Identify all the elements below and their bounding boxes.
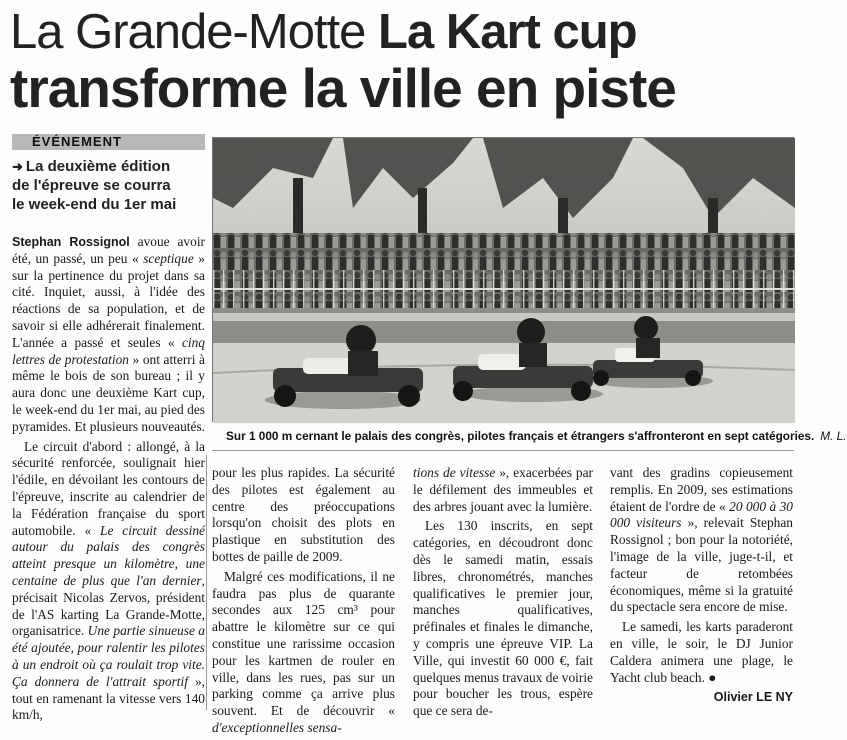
col1-paragraph-2 [12, 439, 205, 725]
text-run: pour les plus rapides. La sécurité des pilotes est également au centre des préoccupations lorsqu'on choisit des plots en plastique en substitution des bottes de paille de 2009. [212, 465, 395, 564]
col4-paragraph-1 [610, 465, 793, 616]
col3-paragraph-2 [413, 518, 593, 720]
text-run: vant des gradins copieusement remplis. En 2009, ses estimations étaient de l'ordre de « [610, 465, 793, 514]
column-divider [206, 455, 207, 710]
article-column-3 [413, 465, 593, 723]
article-column-1 [12, 234, 205, 727]
author-byline: Stephan Rossignol [12, 235, 130, 249]
col2-paragraph-1 [212, 465, 395, 566]
col2-paragraph-2 [212, 569, 395, 737]
text-run: , précisait Nicolas Zervos, président de l'AS karting La Grande-Motte, organisatrice. [12, 572, 205, 639]
text-run: », relevait Stephan Rossignol ; bon pour la notoriété, l'image de la ville, juge-t-il, et facteur de retombées économiques, même si la gratuité du spectacle sera encore de mise. [610, 515, 793, 615]
text-run: Le circuit dessiné autour du palais des congrès atteint presque un kilomètre, une centaine de plus que l'an dernier [12, 522, 206, 588]
lead-line-1 [12, 157, 205, 176]
article-column-2 [212, 465, 395, 740]
text-run: tions de vitesse [413, 465, 496, 480]
text-run: Les 130 inscrits, en sept catégories, en découdront donc dès le samedi matin, essais libres, chronométrés, manches qualificatives le premier jour, manches qualificatives, préfinales et finales le dimanche, y compris une épreuve VIP. La Ville, qui investit 60 000 €, fait quelques menus travaux de voirie pour boucher les trous, espère que ce sera de- [413, 518, 593, 719]
headline-line-1 [10, 6, 795, 58]
text-run: Le samedi, les karts paraderont en ville, le soir, le DJ Junior Caldera animera une plage, le Yacht club beach. ● [610, 619, 793, 685]
text-run: », exacerbées par le défilement des immeubles et des arbres jouant avec la lumière. [413, 465, 593, 514]
arrow-icon: ➜ [12, 159, 23, 174]
photo-credit: M. L. [820, 429, 847, 443]
text-run: sceptique [143, 250, 194, 266]
headline-title-part-2: transforme la ville en piste [10, 57, 676, 119]
text-run: cinq lettres de protestation [12, 334, 205, 367]
lead-line-2: de l'épreuve se courra [12, 177, 171, 194]
headline-kicker: La Grande-Motte [10, 5, 366, 59]
col4-paragraph-2 [610, 619, 793, 686]
text-run: Une partie sinueuse a été ajoutée, pour ralentir les pilotes à un endroit où ça roulait trop vite. Ça donnera de l'attrait sportif [12, 623, 205, 689]
lead-paragraph [12, 157, 205, 214]
col1-paragraph-1 [12, 234, 205, 436]
caption-text: Sur 1 000 m cernant le palais des congrès, pilotes français et étrangers s'affronteront en sept catégories. [226, 429, 815, 443]
article-photo [212, 137, 794, 422]
text-run: » ont atterri à même le bois de son bureau ; il y aura donc une deuxième Kart cup, le week-end du 1er mai, au pied des pyramides. Et plusieurs nouveautés. [12, 351, 206, 434]
text-run: Le circuit d'abord : allongé, à la sécurité renforcée, soulignait hier l'édile, en dévoilant les contours de l'épreuve, inscrite au calendrier de la Fédération française du sport automobile. « [12, 438, 205, 538]
lead-line-3: le week-end du 1er mai [12, 196, 177, 213]
author-signature: Olivier LE NY [713, 690, 793, 705]
lead-text-1: La deuxième édition [25, 158, 171, 175]
article-column-4 [610, 465, 793, 706]
text-run: » sur la pertinence du projet dans sa cité. Inquiet, aussi, à l'idée des réactions de sa population, et de savoir si elle adhérerait finalement. L'année a passé et seules « [12, 250, 205, 350]
section-label: ÉVÉNEMENT [12, 134, 205, 150]
text-run: avoue avoir été, un passé, un peu « [12, 234, 206, 266]
headline-title-part-1: La Kart cup [378, 5, 637, 59]
photo-caption [212, 423, 847, 451]
headline [10, 6, 795, 118]
kart-race-photo [213, 138, 795, 423]
col3-paragraph-1 [413, 465, 593, 515]
text-run: Malgré ces modifications, il ne faudra pas plus de quarante secondes aux 125 cm³ pour abattre le kilomètre sur ce qui constitue une rarissime occasion pour les kartmen de rouler en ville, dans les rues, pas sur un parking comme ça arrive plus souvent. Et de découvrir « [212, 568, 395, 719]
text-run: 20 000 à 30 000 visiteurs [610, 498, 793, 531]
text-run: », tout en ramenant la vitesse vers 140 km/h, [12, 673, 205, 723]
text-run: d'exceptionnelles sensa- [212, 719, 342, 735]
